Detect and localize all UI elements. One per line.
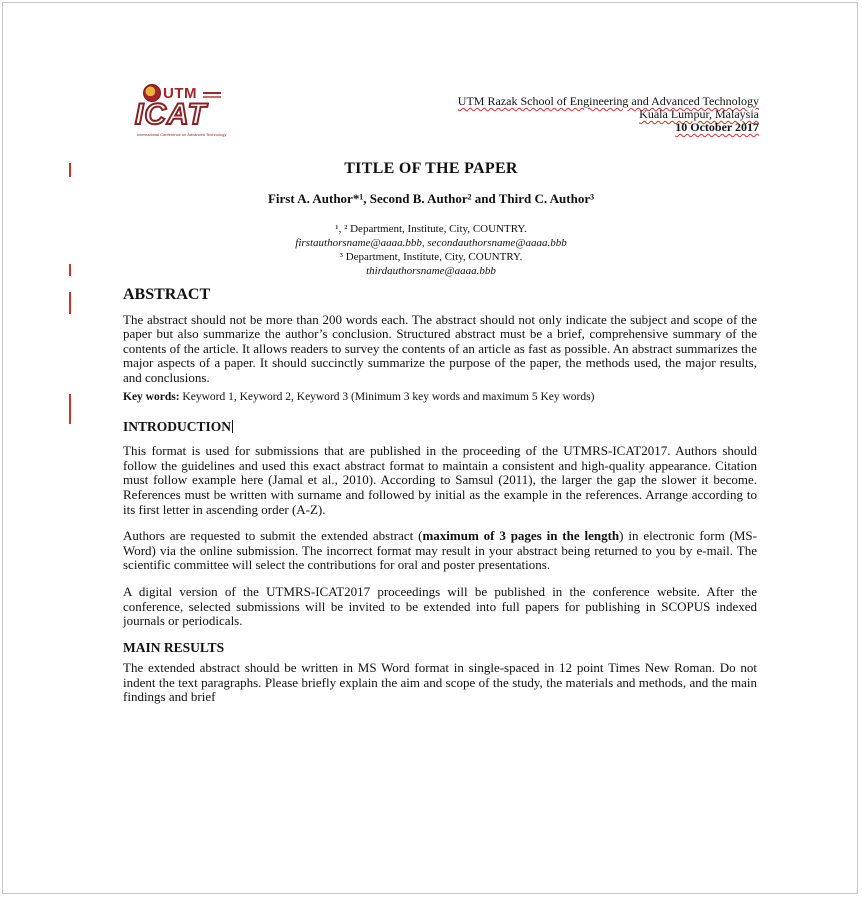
revision-mark — [69, 394, 71, 424]
introduction-heading: INTRODUCTION — [123, 418, 232, 434]
paper-title: TITLE OF THE PAPER — [344, 160, 518, 177]
logo-utm-text: UTM — [163, 84, 197, 102]
revision-mark — [69, 292, 71, 314]
abstract-body: The abstract should not be more than 200 words each. The abstract should not only indicate the subject and scope of the paper but also summarize the author’s conclusion. Structured abstract must be a brief, comprehensive summary of the contents of the article. It allows readers to survey the contents of an article as fast as possible. An abstract summarizes the major aspects of a paper. It should succinctly summarize the purpose of the paper, the methods used, the major results, and conclusions. — [123, 311, 757, 385]
emphasis-text: maximum of 3 pages in the length — [422, 528, 620, 544]
introduction-paragraph-3: A digital version of the UTMRS-ICAT2017 proceedings will be published in the conference website. After the conference, selected submissions will be invited to be extended into full papers for publishing in SCOPUS indexed journals or periodicals. — [123, 583, 757, 629]
document-body — [123, 288, 757, 705]
main-results-heading: MAIN RESULTS — [123, 639, 225, 655]
keywords — [123, 391, 757, 404]
date: 10 October 2017 — [675, 120, 759, 134]
logo-icat-text: ICAT — [135, 98, 207, 131]
keywords-text: Keyword 1, Keyword 2, Keyword 3 (Minimum 3 key words and maximum 5 Key words) — [179, 390, 595, 403]
affiliations — [0, 222, 862, 278]
emails-1: firstauthorsname@aaaa.bbb, secondauthorsname@aaaa.bbb — [295, 237, 567, 249]
text-cursor — [232, 420, 233, 433]
main-results-paragraph-1: The extended abstract should be written in MS Word format in single-spaced in 12 point Times New Roman. Do not indent the text paragraphs. Please briefly explain the aim and scope of the study, the materials and methods, and the main findings and brief — [123, 660, 757, 705]
authors-line: First A. Author*¹, Second B. Author² and Third C. Author³ — [267, 191, 595, 206]
introduction-paragraph-2: Authors are requested to submit the extended abstract (maximum of 3 pages in the length) in electronic form (MS-Word) via the online submission. The incorrect format may result in your abstract being returned to you by e-mail. The scientific committee will select the contributions for oral and poster presentations. — [123, 528, 757, 573]
affiliation-2: ³ Department, Institute, City, COUNTRY. — [339, 251, 523, 263]
abstract-heading: ABSTRACT — [123, 286, 211, 303]
icat-logo — [135, 82, 275, 140]
affiliation-1: ¹, ² Department, Institute, City, COUNTRY. — [335, 223, 527, 235]
location: Kuala Lumpur, Malaysia — [639, 107, 759, 121]
keywords-label: Key words: — [123, 390, 180, 403]
school-name: UTM Razak School of Engineering and Advanced Technology — [457, 94, 759, 108]
logo-tagline: International Conference on Advanced Technology — [137, 132, 227, 137]
logo-decoration — [203, 92, 221, 94]
conference-header — [458, 95, 759, 134]
emails-2: thirdauthorsname@aaaa.bbb — [366, 265, 496, 277]
introduction-paragraph-1: This format is used for submissions that are published in the proceeding of the UTMRS-ICAT2017. Authors should follow the guidelines and used this exact abstract format to maintain a consistent and high-quality appearance. Citation must follow example here (Jamal et al., 2010). According to Samsul (2011), the larger the gap the slower it become. References must be written with surname and followed by initial as the example in the references. Arrange according to its first letter in ascending order (A-Z). — [123, 443, 757, 517]
